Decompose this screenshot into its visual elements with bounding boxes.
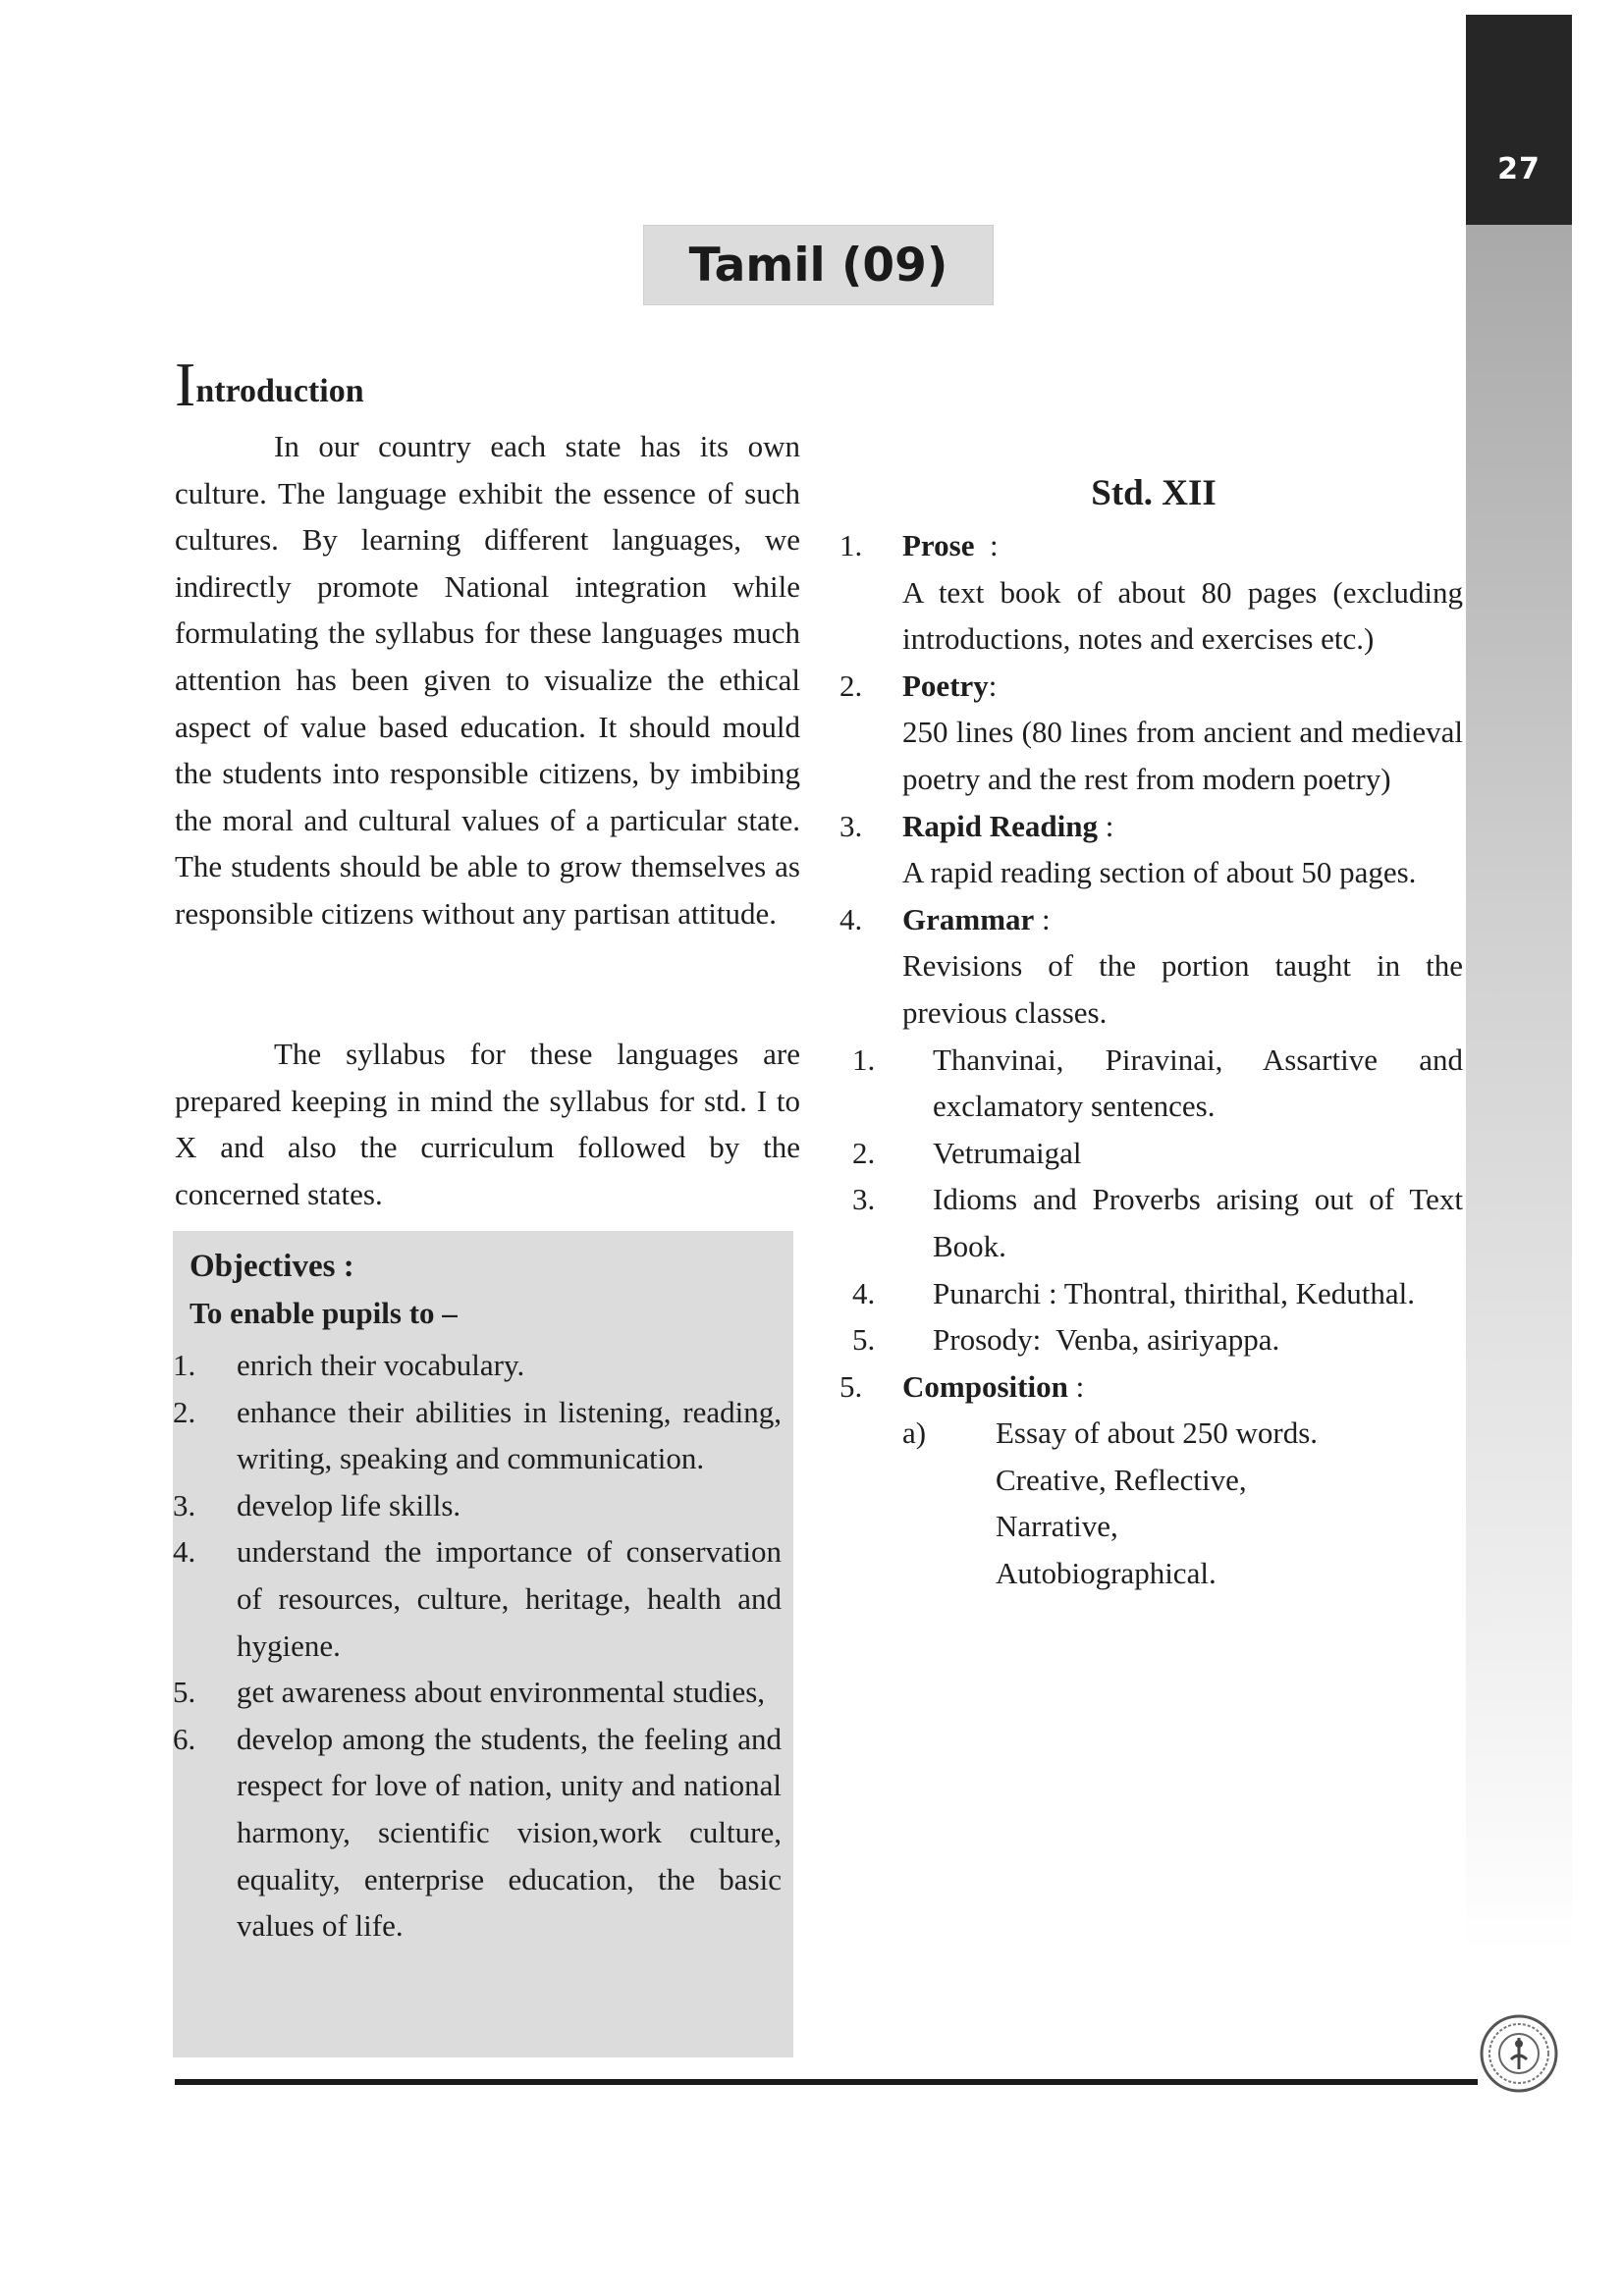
section-title: Rapid Reading [902, 808, 1098, 843]
section-title: Grammar [902, 901, 1035, 936]
list-item [173, 1669, 782, 1716]
introduction-heading [175, 349, 364, 419]
list-number: 2. [173, 1394, 196, 1429]
list-number: 5. [173, 1675, 196, 1710]
paragraph-text: In our country each state has its own culture. The language exhibit the essence of such cultures. By learning different languages, we indirectly promote National integration while formulating the syllabus for these languages much attention has been given to visualize the ethical aspect of value based education. It should mould the students into responsible citizens, by imbibing the moral and cultural values of a particular state. The students should be able to grow themselves as responsible citizens without any partisan attitude. [175, 429, 800, 931]
section-text: A rapid reading section of about 50 pages. [902, 855, 1417, 890]
list-text: enhance their abilities in listening, reading, writing, speaking and communication. [237, 1394, 782, 1476]
page-title: Tamil (09) [643, 225, 994, 305]
emblem-icon [1478, 2012, 1560, 2095]
list-number: 4. [852, 1275, 876, 1310]
page-number: 27 [1497, 152, 1541, 187]
section-number: 4. [839, 901, 863, 936]
heading-text: ntroduction [195, 373, 364, 409]
section-text: A text book of about 80 pages (excluding introductions, notes and exercises etc.) [902, 574, 1463, 657]
std-heading: Std. XII [1091, 473, 1217, 513]
section-number: 3. [839, 808, 863, 843]
list-number: 1. [852, 1041, 876, 1077]
section-title: Poetry [902, 667, 989, 703]
section-text: Revisions of the portion taught in the previous classes. [902, 948, 1463, 1030]
syllabus-section-composition [839, 1363, 1463, 1411]
objectives-list [173, 1342, 782, 1949]
heading-drop-cap: I [175, 349, 196, 419]
objectives-subheading: To enable pupils to – [189, 1296, 458, 1330]
list-text: Vetrumaigal [933, 1135, 1082, 1170]
list-text: understand the importance of conservation of resources, culture, heritage, health and hygiene. [237, 1534, 782, 1663]
list-number: 6. [173, 1721, 196, 1756]
list-text: get awareness about environmental studies, [237, 1675, 766, 1710]
list-item [173, 1482, 782, 1529]
list-item [839, 1270, 1463, 1317]
list-number: 2. [852, 1135, 876, 1170]
grammar-sublist [839, 1037, 1463, 1363]
list-item [173, 1389, 782, 1482]
section-title: Prose [902, 528, 975, 562]
introduction-paragraph-2 [175, 1031, 800, 1217]
list-text: develop life skills. [237, 1487, 461, 1522]
syllabus-section-prose [839, 522, 1463, 663]
list-number: a) [902, 1415, 927, 1451]
list-item [839, 1410, 1463, 1596]
list-number: 5. [852, 1322, 876, 1358]
list-text: Punarchi : Thontral, thirithal, Keduthal. [933, 1275, 1416, 1310]
section-separator: : [974, 528, 999, 562]
objectives-heading: Objectives : [189, 1249, 354, 1284]
list-item [839, 1037, 1463, 1130]
syllabus-section-rapid-reading [839, 803, 1463, 896]
list-number: 1. [173, 1348, 196, 1382]
list-text: Idioms and Proverbs arising out of Text Book. [933, 1182, 1463, 1263]
list-item [839, 1316, 1463, 1363]
list-text: develop among the students, the feeling and respect for love of nation, unity and national harmony, scientific vision,work culture, equality, enterprise education, the basic values of life. [237, 1721, 782, 1944]
list-text: enrich their vocabulary. [237, 1348, 525, 1382]
section-number: 2. [839, 667, 863, 703]
list-number: 3. [173, 1487, 196, 1522]
section-separator: : [1097, 808, 1114, 843]
syllabus-section-grammar [839, 896, 1463, 1037]
section-title: Composition [902, 1368, 1068, 1404]
list-item [173, 1716, 782, 1949]
list-text: Prosody: Venba, asiriyappa. [933, 1322, 1280, 1358]
bottom-rule [175, 2079, 1478, 2085]
section-separator: : [1034, 901, 1051, 936]
syllabus-list [839, 522, 1463, 1597]
edge-gradient-bar [1466, 225, 1572, 1952]
list-item [173, 1342, 782, 1389]
section-text: 250 lines (80 lines from ancient and medieval poetry and the rest from modern poetry) [902, 715, 1463, 796]
list-number: 4. [173, 1534, 196, 1570]
page-tab [1466, 15, 1572, 225]
section-separator: : [988, 667, 998, 703]
section-number: 1. [839, 528, 863, 562]
list-text: Thanvinai, Piravinai, Assartive and exclamatory sentences. [933, 1041, 1463, 1124]
list-item [173, 1528, 782, 1669]
list-item [839, 1176, 1463, 1269]
paragraph-text: The syllabus for these languages are prepared keeping in mind the syllabus for std. I to X and also the curriculum followed by the concerned states. [175, 1037, 800, 1211]
list-item [839, 1130, 1463, 1177]
syllabus-section-poetry [839, 663, 1463, 803]
list-number: 3. [852, 1182, 876, 1217]
section-separator: : [1067, 1368, 1085, 1404]
introduction-paragraph-1 [175, 423, 800, 937]
section-number: 5. [839, 1368, 863, 1404]
list-text: Essay of about 250 words. Creative, Reflective, Narrative, Autobiographical. [996, 1415, 1319, 1591]
